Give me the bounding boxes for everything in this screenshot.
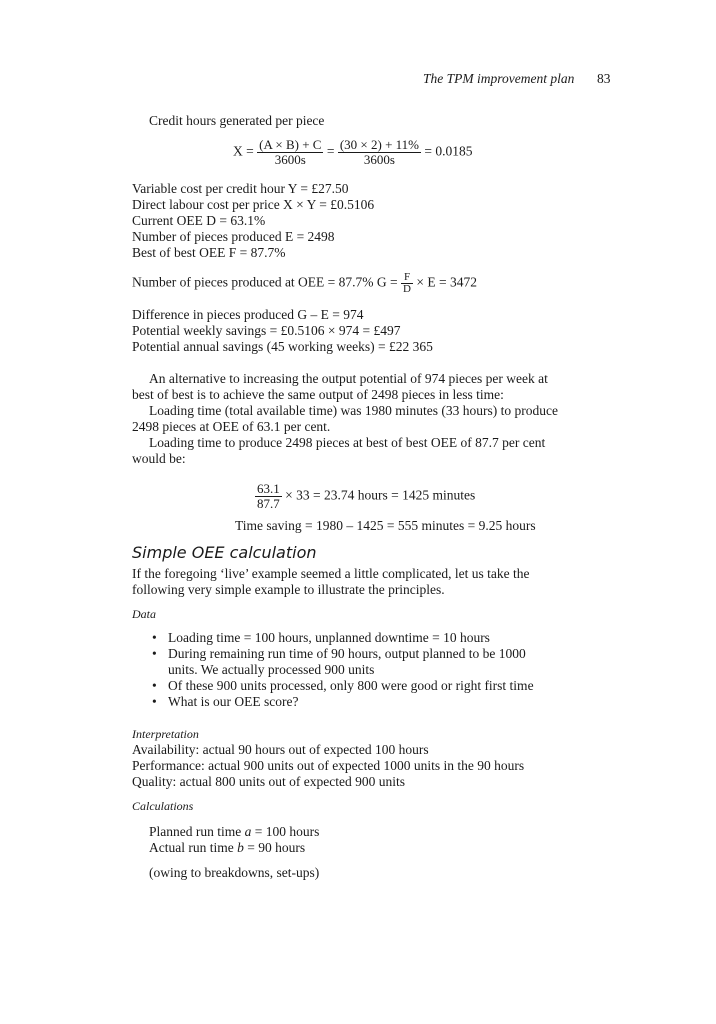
- calc-a-label: Planned run time: [149, 824, 245, 839]
- intro-line: following very simple example to illustrate the principles.: [132, 582, 445, 597]
- running-title: The TPM improvement plan: [423, 71, 575, 86]
- section-title: Simple OEE calculation: [132, 543, 317, 562]
- fraction-abc: [257, 138, 323, 167]
- fraction-abc-num: (A × B) + C: [259, 137, 322, 152]
- list-item: • Of these 900 units processed, only 800 were good or right first time: [168, 678, 534, 694]
- calculations-block: [149, 824, 319, 881]
- savings-block: [132, 307, 433, 355]
- fraction-oee-den: 87.7: [257, 496, 280, 511]
- para-line: Loading time to produce 2498 pieces at best of best OEE of 87.7 per cent: [149, 435, 546, 450]
- loading-result: × 33 = 23.74 hours = 1425 minutes: [285, 487, 476, 503]
- fraction-abc-den: 3600s: [274, 152, 306, 167]
- list-item: • What is our OEE score?: [168, 694, 534, 710]
- para-line: best of best is to achieve the same output of 2498 pieces in less time:: [132, 387, 504, 402]
- bullet-list: [168, 630, 534, 710]
- var-line: Current OEE D = 63.1%: [132, 213, 266, 228]
- paragraph-alternative: [132, 371, 558, 467]
- calc-line-a: [149, 824, 319, 840]
- x-label: X =: [233, 143, 254, 159]
- savings-line: Potential annual savings (45 working weeks) = £22 365: [132, 339, 433, 354]
- fraction-values-num: (30 × 2) + 11%: [339, 137, 420, 152]
- credit-result: = 0.0185: [424, 143, 473, 159]
- loading-formula: [255, 482, 475, 511]
- data-heading: Data: [132, 607, 156, 621]
- pieces-best-suffix: × E = 3472: [416, 274, 477, 290]
- var-line: Variable cost per credit hour Y = £27.50: [132, 181, 349, 196]
- calc-b-var: b: [237, 840, 244, 855]
- var-line: Number of pieces produced E = 2498: [132, 229, 335, 244]
- interp-line: Performance: actual 900 units out of expected 1000 units in the 90 hours: [132, 758, 525, 773]
- calc-line-b: [149, 840, 319, 856]
- para-line: An alternative to increasing the output potential of 974 pieces per week at: [149, 371, 548, 386]
- pieces-best-formula: [132, 272, 477, 295]
- credit-formula: [233, 138, 473, 167]
- para-line: Loading time (total available time) was 1980 minutes (33 hours) to produce: [149, 403, 559, 418]
- fraction-fd: [401, 272, 413, 295]
- list-item: • Loading time = 100 hours, unplanned downtime = 10 hours: [168, 630, 534, 646]
- fraction-oee: [255, 482, 282, 511]
- fraction-fd-den: D: [403, 283, 411, 295]
- calculations-heading: Calculations: [132, 799, 194, 813]
- time-saving: Time saving = 1980 – 1425 = 555 minutes = 9.25 hours: [235, 518, 536, 533]
- var-line: Best of best OEE F = 87.7%: [132, 245, 286, 260]
- pieces-best-prefix: Number of pieces produced at OEE = 87.7% G =: [132, 274, 398, 290]
- calc-b-value: = 90 hours: [243, 840, 306, 855]
- fraction-values-den: 3600s: [363, 152, 395, 167]
- list-item-continuation: units. We actually processed 900 units: [168, 662, 375, 677]
- fraction-values: [338, 138, 421, 167]
- savings-line: Difference in pieces produced G – E = 974: [132, 307, 364, 322]
- interp-line: Availability: actual 90 hours out of expected 100 hours: [132, 742, 429, 757]
- intro-line: If the foregoing ‘live’ example seemed a little complicated, let us take the: [132, 566, 530, 581]
- calc-a-value: = 100 hours: [251, 824, 320, 839]
- calc-a-var: a: [244, 824, 252, 839]
- para-line: would be:: [132, 451, 186, 466]
- equals-sign: =: [326, 143, 335, 159]
- credit-heading: Credit hours generated per piece: [149, 113, 325, 128]
- fraction-fd-num: F: [401, 272, 413, 284]
- list-item: • During remaining run time of 90 hours, output planned to be 1000: [168, 646, 534, 662]
- fraction-oee-num: 63.1: [257, 481, 280, 496]
- page-number: 83: [597, 71, 611, 86]
- var-line: Direct labour cost per price X × Y = £0.5106: [132, 197, 375, 212]
- savings-line: Potential weekly savings = £0.5106 × 974 = £497: [132, 323, 401, 338]
- intro-block: [132, 566, 529, 598]
- interp-line: Quality: actual 800 units out of expected 900 units: [132, 774, 405, 789]
- vars-block: [132, 181, 374, 261]
- para-line: 2498 pieces at OEE of 63.1 per cent.: [132, 419, 331, 434]
- calc-note: (owing to breakdowns, set-ups): [149, 865, 320, 880]
- interpretation-block: [132, 742, 524, 790]
- interpretation-heading: Interpretation: [132, 727, 199, 741]
- calc-b-label: Actual run time: [149, 840, 238, 855]
